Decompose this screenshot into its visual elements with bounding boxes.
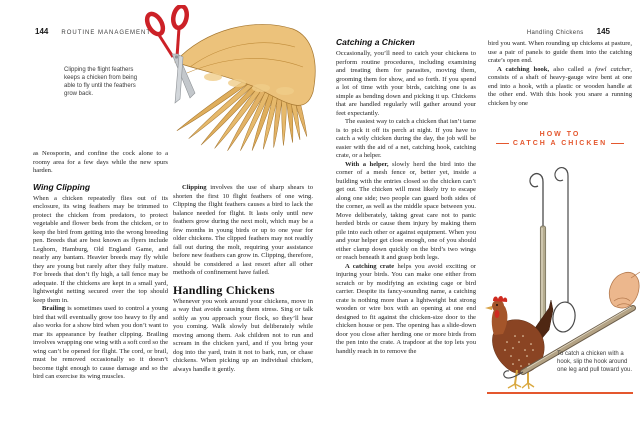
right-dash (611, 143, 624, 144)
left-column-2 (173, 184, 313, 374)
left-page-number: 144 (35, 27, 49, 36)
left-running-head (35, 21, 151, 39)
paragraph-catching-crate: A catching crate helps you avoid exciting or injuring your birds. You can make one either from scratch or by modifying an existing cage or bird carrier. Despite its fancy-sounding name, a catching crate is nothing more than a lightweight but strong wooden or wire box with an opening at one end designed to fit against the chicken-size door to the chicken house or pen. The opening has a slide-down door you close after herding one or more birds from the pen into the crate. A trapdoor at the top lets you handily reach in to remove the (336, 262, 477, 355)
right-page-number: 145 (596, 27, 610, 36)
heading-catching-a-chicken: Catching a Chicken (336, 37, 415, 47)
paragraph-catching-hook: A catching hook, also called a fowl catcher, consists of a shaft of heavy-gauge wire bent at one end into a hook, with a plastic or wooden handle at the other end. With this hook you snare a running chicken by one (488, 65, 632, 107)
left-running-head-label: ROUTINE MANAGEMENT (61, 30, 152, 36)
paragraph: Whenever you work around your chickens, move in a way that avoids causing them stress. Sing or talk softly as you approach your flock, so they’ll hear you coming. Walk slowly but deliberately while moving among them. Ask children not to run and scream in the chicken yard, and if you bring your dog into the yard, train it not to bark, run, or chase chickens. When picking up an individual chicken, always handle it gently. (173, 297, 313, 373)
paragraph: When a chicken repeatedly flies out of its enclosure, its wing feathers may be trimmed to protect the chicken from predators, to protect vegetable and flower beds from the chicken, or to keep the bird from getting into the wrong breeding pen. Breeds that are best known as flyers include Leghorn, Hamburg, Old England Game, and nearly any bantam. Heavier breeds may fly while they are young but rarely after they fully mature. For breeds that don’t fly high, a tall fence may be adequate. If the chickens are kept in a small yard, lightweight netting secured over the top should keep them in. (33, 194, 168, 304)
right-column-1 (336, 38, 476, 356)
wing-scissors-art (135, 5, 320, 155)
paragraph: Occasionally, you’ll need to catch your chickens to perform routine procedures, including examining and treating them for parasites, moving them, grooming them for show, and so forth. If you spend a lot of time with your birds, catching one is as simple as bending down and picking it up. Chickens that are handled regularly will gather around your feet expectantly. (336, 50, 476, 117)
paragraph-with-a-helper: With a helper, slowly herd the bird into the corner of a mesh fence or, better yet, inside a building with the entries closed so the chicken can’t get out. The chicken will most likely try to escape along one side; two people can guard both sides of the corner, as well as the middle space between you. Move deliberately, taking great care not to panic herded birds or cause them injury by making them pile into each other or against equipment. When you and your helper get close enough, one of you should either clamp down quickly on the bird’s two wings or reach beneath it and grasp both legs. (336, 160, 476, 261)
right-column-2 (488, 40, 632, 108)
sidebar-heading-line2: CATCH A CHICKEN (486, 139, 634, 148)
catching-hook-icon (530, 174, 546, 333)
sidebar-heading-line1: HOW TO (539, 131, 581, 138)
sidebar-heading (486, 130, 634, 148)
wing-clipping-illustration (135, 5, 320, 155)
left-column-1 (33, 150, 168, 382)
paragraph: The easiest way to catch a chicken that isn’t tame is to pick it off its perch at night. If you have to catch a wily chicken during the day, the job will be easier with the aid of a net, catching hook, catching crate, or a helper. (336, 118, 476, 159)
paragraph-clipping: Clipping involves the use of sharp shears to shorten the first 10 flight feathers of one wing. Clipping the flight feathers causes a bird to lack the balance needed for flight. It lasts only until new feathers grow during the next molt, which may be a few months in young birds or up to one year for older chickens. The clipped feathers may not readily fall out during the molt, requiring your assistance before new feathers can grow in. Clipping, therefore, should be considered a last resort after all other methods of confinement have failed. (173, 184, 313, 276)
paragraph-continued: as Neosporin, and confine the cock alone to a roomy area for a few days while the new spurs harden. (33, 150, 168, 174)
heading-handling-chickens: Handling Chickens (173, 282, 275, 297)
wing-caption: Clipping the flight feathers keeps a chicken from being able to fly until the feathers grow back. (64, 67, 138, 97)
heading-wing-clipping: Wing Clipping (33, 181, 91, 192)
paragraph-brailing: Brailing is sometimes used to control a young bird that will eventually grow too heavy to fly and also works for a show bird when you don’t want to mar its appearance by feather clipping. Brailing involves wrapping one wing with a soft cord so the wing can’t be opened for flight. The cord, or brail, must be removed occasionally so it doesn’t become tight enough to cause damage and so the bird can exercise its wing muscles. (33, 305, 168, 380)
left-dash (496, 143, 509, 144)
right-running-head (527, 21, 610, 39)
sidebar-rule (487, 392, 633, 394)
paragraph-continued: bird you want. When rounding up chickens at pasture, use a pair of panels to guide them into the catching crate’s open end. (488, 40, 632, 64)
sidebar-caption: To catch a chicken with a hook, slip the hook around one leg and pull toward you. (557, 351, 633, 373)
right-running-head-label: Handling Chickens (526, 30, 584, 36)
fowl-catcher-icon (551, 168, 577, 334)
